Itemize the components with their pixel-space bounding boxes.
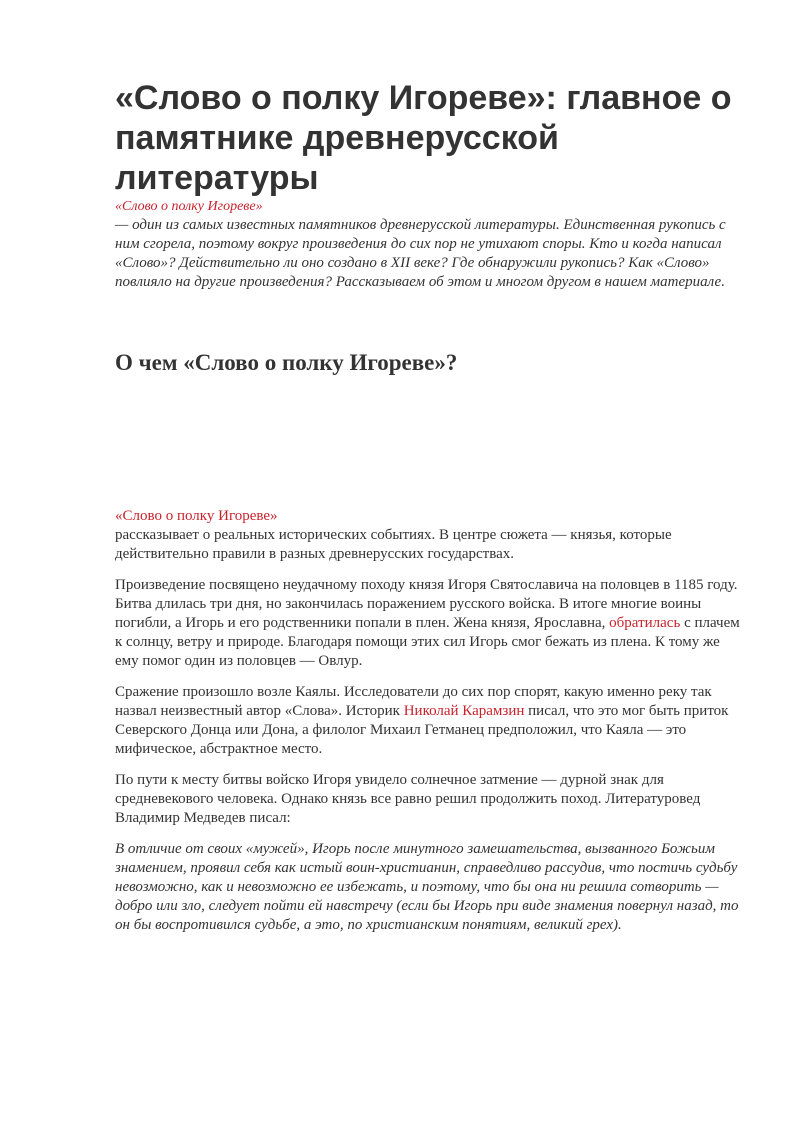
paragraph-1-link[interactable]: «Слово о полку Игореве»	[115, 508, 278, 524]
section-heading: О чем «Слово о полку Игореве»?	[115, 350, 458, 375]
quote: В отличие от своих «мужей», Игорь после минутного замешательства, вызванного Божьим знамением, проявил себя как истый воин-христианин, справедливо рассудив, что постичь судьбу невозможно, как и невозможно ее избежать, и поэтому, что бы она ни решила сотворить — добро или зло, следует пойти ей навстречу (если бы Игорь при виде знамения повернул назад, то он бы воспротивился судьбе, а это, по христианским понятиям, великий грех).	[115, 841, 739, 933]
article-title: «Слово о полку Игореве»: главное о памятнике древнерусской литературы	[115, 79, 732, 197]
lead-link[interactable]: «Слово о полку Игореве»	[115, 199, 263, 214]
paragraph-1-text: рассказывает о реальных исторических событиях. В центре сюжета — князья, которые действительно правили в разных древнерусских государствах.	[115, 527, 672, 562]
paragraph-3-link[interactable]: Николай Карамзин	[403, 703, 525, 719]
paragraph-4: По пути к месту битвы войско Игоря увидело солнечное затмение — дурной знак для средневекового человека. Однако князь все равно решил продолжить поход. Литературовед Владимир Медведев писал:	[115, 772, 701, 826]
article-body	[115, 507, 745, 947]
paragraph-1	[115, 507, 745, 564]
lead-paragraph: — один из самых известных памятников древнерусской литературы. Единственная рукопись с ним сгорела, поэтому вокруг произведения до сих пор не утихают споры. Кто и когда написал «Слово»? Действительно ли оно создано в XII веке? Где обнаружили рукопись? Как «Слово» повлияло на другие произведения? Рассказываем об этом и многом другом в нашем материале.	[115, 217, 726, 290]
paragraph-2-text-b: с плачем к солнцу, ветру и природе. Благодаря помощи этих сил Игорь смог бежать из плена. К тому же ему помог один из половцев — Овлур.	[115, 615, 740, 669]
paragraph-3-text-a: Сражение произошло возле Каялы. Исследователи до сих пор спорят, какую именно реку так назвал неизвестный автор «Слова». Историк	[115, 684, 712, 719]
paragraph-3-text-b: писал, что это мог быть приток Северского Донца или Дона, а филолог Михаил Гетманец предположил, что Каяла — это мифическое, абстрактное место.	[115, 703, 729, 757]
paragraph-2-text-a: Произведение посвящено неудачному походу князя Игоря Святославича на половцев в 1185 году. Битва длилась три дня, но закончилась поражением русского войска. В итоге многие воины погибли, а Игорь и его родственники попали в плен. Жена князя, Ярославна,	[115, 577, 738, 631]
article	[115, 78, 745, 933]
paragraph-3	[115, 683, 745, 759]
paragraph-2	[115, 576, 745, 671]
paragraph-2-link[interactable]: обратилась	[609, 615, 681, 631]
